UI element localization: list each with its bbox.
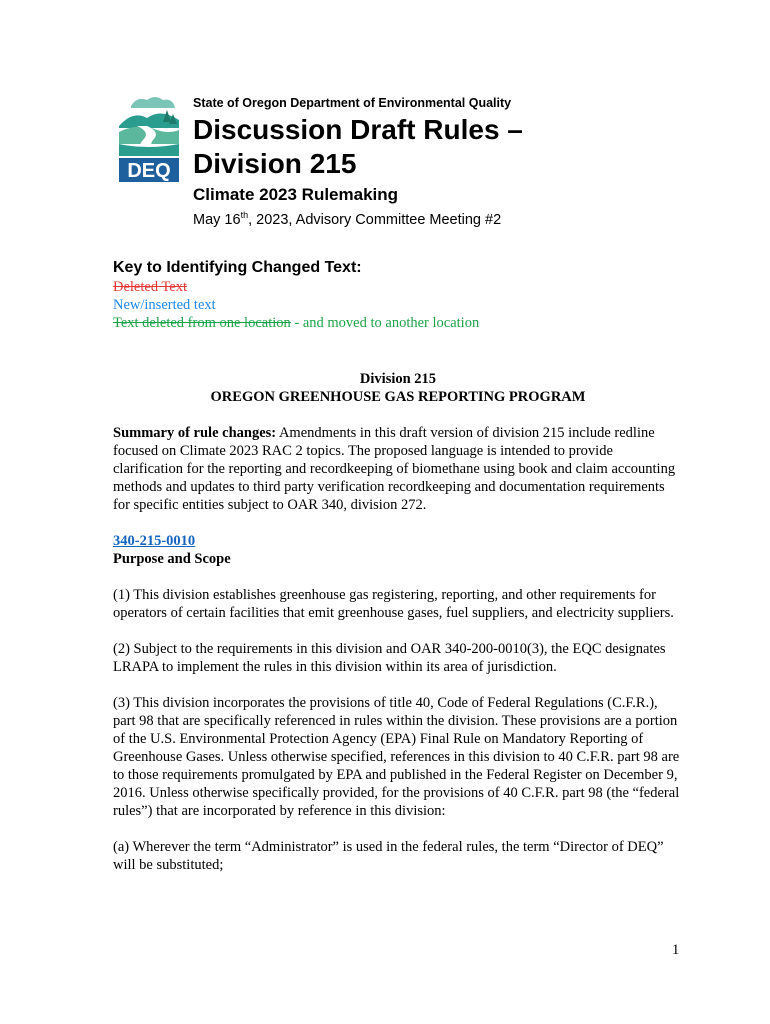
deq-landscape-icon — [117, 92, 183, 184]
rule-paragraph-2: (2) Subject to the requirements in this division and OAR 340-200-0010(3), the EQC designates LRAPA to implement the rules in this division within its area of jurisdiction. — [113, 641, 666, 675]
svg-text:DEQ: DEQ — [127, 160, 171, 182]
deq-logo — [117, 92, 183, 184]
rule-paragraph-3a: (a) Wherever the term “Administrator” is used in the federal rules, the term “Director of DEQ” will be substituted; — [113, 839, 664, 873]
meeting-info: May 16th, 2023, Advisory Committee Meeting #2 — [193, 210, 502, 228]
rule-paragraph-3: (3) This division incorporates the provisions of title 40, Code of Federal Regulations (C.F.R.), part 98 that are specifically referenced in rules within the division. These provisions are a portion of the U.S. Environmental Protection Agency (EPA) Final Rule on Mandatory Reporting of Greenhouse Gases. Unless otherwise specified, references in this division to 40 C.F.R. part 98 are to those requirements promulgated by EPA and published in the Federal Register on December 9, 2016. Unless otherwise specifically provided, for the provisions of 40 C.F.R. part 98 (the “federal rules”) that are incorporated by reference in this division: — [113, 695, 680, 819]
document-body — [113, 370, 683, 892]
division-number: Division 215 — [359, 371, 437, 387]
title-line-1: Discussion Draft Rules – — [193, 114, 523, 145]
rule-title: Purpose and Scope — [113, 551, 231, 567]
change-key — [113, 258, 693, 332]
rule-paragraph-1: (1) This division establishes greenhouse gas registering, reporting, and other requirements for operators of certain facilities that emit greenhouse gases, fuel suppliers, and electricity suppliers. — [113, 587, 674, 621]
key-deleted-example: Deleted Text — [113, 279, 188, 295]
agency-name: State of Oregon Department of Environmental Quality — [193, 96, 512, 110]
division-name: OREGON GREENHOUSE GAS REPORTING PROGRAM — [210, 389, 586, 405]
title-line-2: Division 215 — [193, 148, 357, 179]
page-number: 1 — [672, 942, 680, 958]
key-moved-example: Text deleted from one location - and moved to another location — [113, 315, 480, 331]
document-title — [193, 113, 713, 181]
rule-number-link[interactable]: 340-215-0010 — [113, 533, 196, 549]
document-subtitle: Climate 2023 Rulemaking — [193, 185, 399, 204]
summary-paragraph: Summary of rule changes: Amendments in this draft version of division 215 include redline focused on Climate 2023 RAC 2 topics. The proposed language is intended to provide clarification for the reporting and recordkeeping of biomethane using book and claim accounting methods and updates to third party verification recordkeeping and documentation requirements for specific entities subject to OAR 340, division 272. — [113, 425, 676, 513]
document-header — [193, 95, 713, 230]
key-inserted-example: New/inserted text — [113, 297, 216, 313]
key-title: Key to Identifying Changed Text: — [113, 259, 362, 276]
